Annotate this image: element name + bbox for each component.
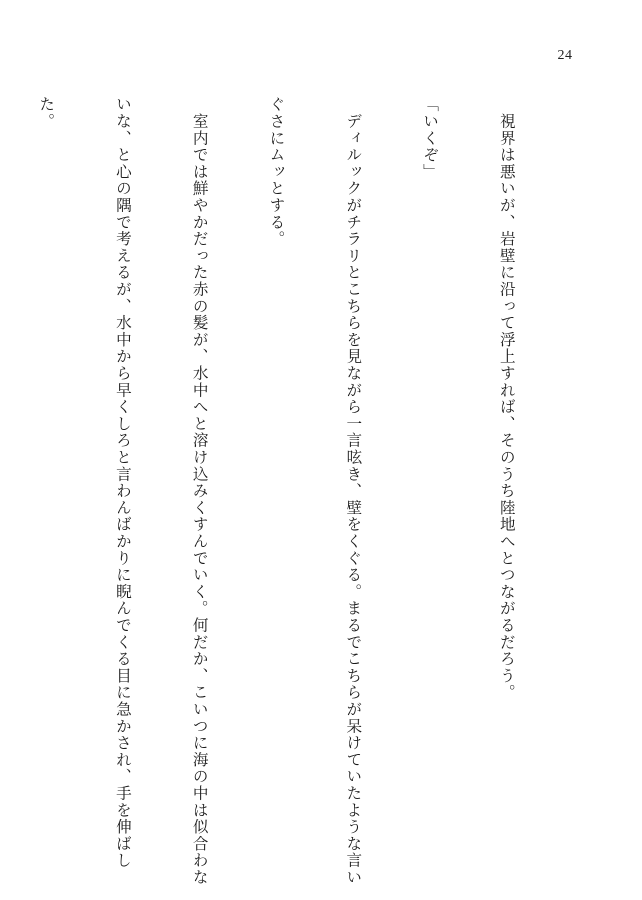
text-line: ディルックがチラリとこちらを見ながら一言呟き、壁をくぐる。まるでこちらが呆けていたような言い — [344, 96, 363, 886]
vertical-body-text — [0, 96, 570, 886]
text-line: 視界は悪いが、岩壁に沿って浮上すれば、そのうち陸地へとつながるだろう。 — [497, 96, 516, 701]
text-line: ぐさにムッとする。 — [267, 96, 286, 248]
text-line: 「いくぞ」 — [421, 96, 440, 180]
text-line: た。 — [37, 96, 56, 130]
text-line: 室内では鮮やかだった赤の髪が、水中へと溶け込みくすんでいく。何だか、こいつに海の中は似合わな — [190, 96, 209, 886]
page-number: 24 — [557, 48, 573, 63]
text-line: いな、と心の隅で考えるが、水中から早くしろと言わんばかりに睨んでくる目に急かされ、手を伸ばし — [113, 96, 132, 869]
